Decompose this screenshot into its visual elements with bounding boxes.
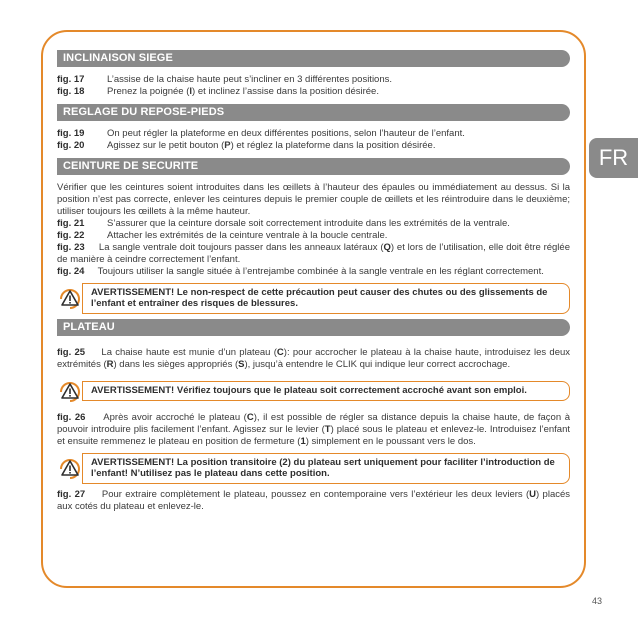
- part-key: Q: [383, 242, 391, 253]
- fig-label: fig. 17: [57, 74, 85, 85]
- warning-text: AVERTISSEMENT! La position transitoire (2) du plateau sert uniquement pour faciliter l’introduction de l’enfant! N’utilisez pas le plateau dans cette position.: [82, 453, 570, 484]
- section-title-repose-pieds: REGLAGE DU REPOSE-PIEDS: [57, 104, 570, 121]
- fig-text: Agissez sur le petit bouton (P) et réglez la plateforme dans la position désirée.: [107, 140, 436, 151]
- ceinture-intro: Vérifier que les ceintures soient introduites dans les œillets à l’hauteur des épaules ou immédiatement au dessus. Si la position n’est pas correcte, enlever les ceintures depuis le premier couple de œillets et les réintroduire dans le deuxième; utiliser toujours les œillets à la même hauteur.: [57, 182, 570, 217]
- fig-label: fig. 25: [57, 347, 86, 358]
- section-title-ceinture: CEINTURE DE SECURITE: [57, 158, 570, 175]
- page-number: 43: [592, 596, 603, 606]
- warning-plateau-accroche: [57, 377, 570, 405]
- fig-26-paragraph: fig. 26 Après avoir accroché le plateau (C), il est possible de régler sa distance depuis la chaise haute, de façon à pouvoir introduire plis facilement l’enfant. Agissez sur le levier (T) placé sous le plateau et enlevez-le. Introduisez l’enfant et ensuite remmenez le plateau en position de fermeture (1) simplement en le poussant vers le dos.: [57, 412, 570, 447]
- fig-label: fig. 26: [57, 412, 86, 423]
- fig-18-row: [57, 86, 570, 98]
- fig-20-row: [57, 140, 570, 152]
- fig-text: L’assise de la chaise haute peut s’incliner en 3 différentes positions.: [107, 74, 393, 85]
- fig-label: fig. 20: [57, 140, 85, 151]
- fig-23-paragraph: fig. 23 La sangle ventrale doit toujours passer dans les anneaux latéraux (Q) et lors de l’utilisation, elle doit être réglée de manière à ceindre correctement l’enfant.: [57, 242, 570, 265]
- fig-label: fig. 23: [57, 242, 85, 253]
- warning-text: AVERTISSEMENT! Le non-respect de cette précaution peut causer des chutes ou des glissements de l’enfant et entraîner des risques de blessures.: [82, 283, 570, 314]
- fig-19-row: [57, 128, 570, 140]
- fig-24-paragraph: fig. 24 Toujours utiliser la sangle située à l’entrejambe combinée à la sangle ventrale en les réglant correctement.: [57, 266, 544, 277]
- warning-text: AVERTISSEMENT! Vérifiez toujours que le plateau soit correctement accroché avant son emploi.: [82, 381, 570, 401]
- fig-text: S’assurer que la ceinture dorsale soit correctement introduite dans les extrémités de la ventrale.: [107, 218, 510, 229]
- fig-label: fig. 19: [57, 128, 85, 139]
- fig-27-paragraph: fig. 27 Pour extraire complètement le plateau, poussez en contemporaine vers l’extérieur les deux leviers (U) placés aux cotés du plateau et enlevez-le.: [57, 489, 571, 512]
- fig-label: fig. 18: [57, 86, 85, 97]
- section-title-plateau: PLATEAU: [57, 319, 570, 336]
- language-tab: FR: [589, 138, 638, 178]
- fig-label: fig. 24: [57, 266, 85, 277]
- fig-25-paragraph: fig. 25 La chaise haute est munie d’un plateau (C): pour accrocher le plateau à la chaise haute, introduisez les deux extrémités (R) dans les sièges appropriés (S), jusqu’à entendre le CLIK qui indique leur correct accrochage.: [57, 347, 571, 370]
- manual-content: [57, 50, 570, 513]
- fig-label: fig. 27: [57, 489, 86, 500]
- fig-21-row: [57, 218, 570, 230]
- warning-icon: [57, 286, 83, 312]
- fig-text: Attacher les extrémités de la ceinture ventrale à la boucle centrale.: [107, 230, 388, 241]
- fig-17-row: [57, 74, 570, 86]
- fig-label: fig. 21: [57, 218, 85, 229]
- warning-icon: [57, 379, 83, 405]
- warning-icon: [57, 456, 83, 482]
- warning-ceinture: [57, 284, 570, 312]
- warning-plateau-transitoire: [57, 454, 570, 482]
- part-key: P: [224, 140, 231, 151]
- part-key: I: [189, 86, 193, 97]
- fig-label: fig. 22: [57, 230, 85, 241]
- fig-text: On peut régler la plateforme en deux différentes positions, selon l’hauteur de l’enfant.: [107, 128, 465, 139]
- fig-22-row: [57, 230, 570, 242]
- fig-text: Prenez la poignée (I) et inclinez l’assise dans la position désirée.: [107, 86, 379, 97]
- section-title-inclinaison: INCLINAISON SIEGE: [57, 50, 570, 67]
